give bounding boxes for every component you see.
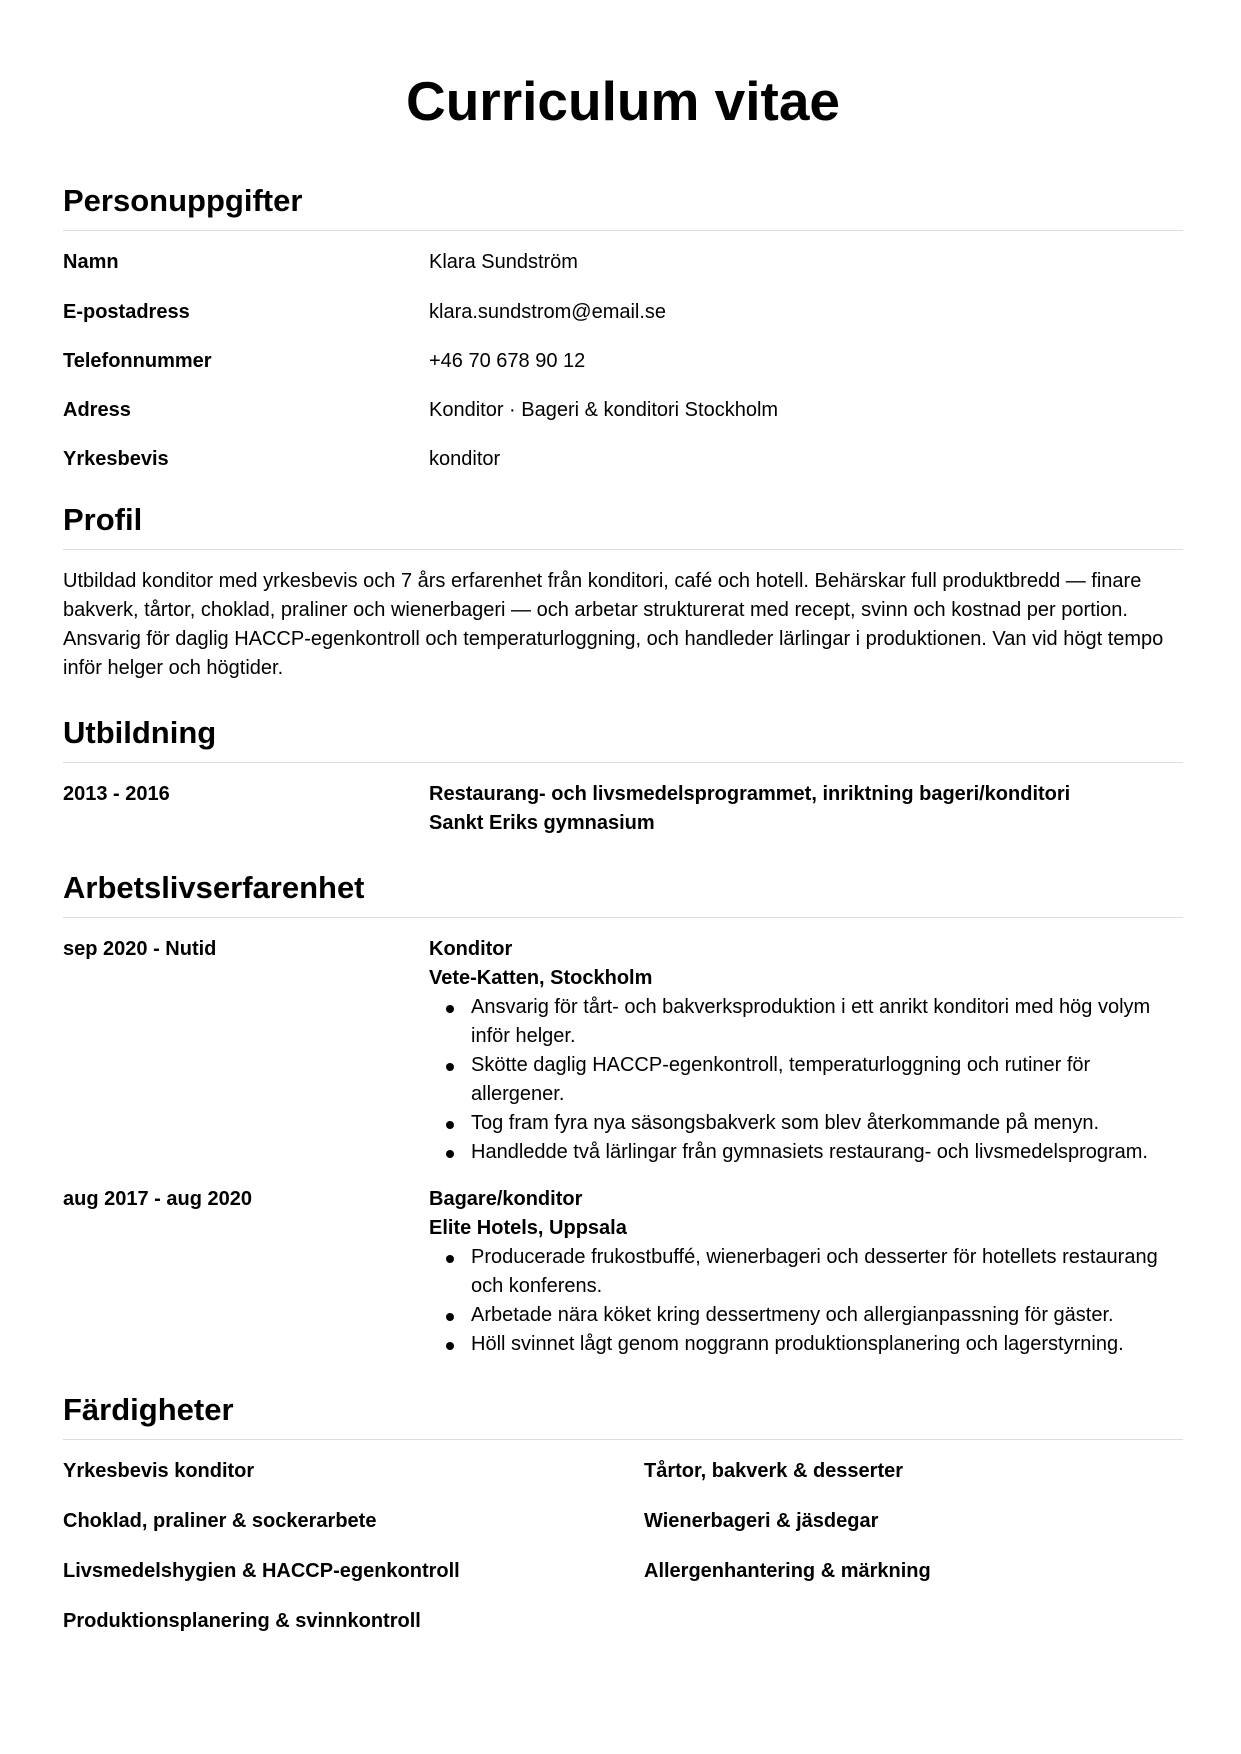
list-item: Höll svinnet lågt genom noggrann produktionsplanering och lagerstyrning. bbox=[471, 1330, 1183, 1359]
document-title: Curriculum vitae bbox=[405, 70, 840, 132]
personal-row-certificate bbox=[63, 445, 1183, 474]
experience-role: Konditor bbox=[429, 938, 513, 960]
skills-grid bbox=[63, 1457, 1183, 1636]
section-skills bbox=[63, 1392, 1183, 1636]
list-item: Arbetade nära köket kring dessertmeny och allergianpassning för gäster. bbox=[471, 1301, 1183, 1330]
personal-label: Namn bbox=[63, 251, 119, 273]
skill-item: Produktionsplanering & svinnkontroll bbox=[63, 1610, 421, 1632]
experience-role: Bagare/konditor bbox=[429, 1188, 583, 1210]
education-entry bbox=[63, 780, 1183, 838]
list-item: Skötte daglig HACCP-egenkontroll, temperaturloggning och rutiner för allergener. bbox=[471, 1051, 1183, 1109]
personal-label: Yrkesbevis bbox=[63, 448, 169, 470]
skill-item: Wienerbageri & jäsdegar bbox=[644, 1510, 879, 1532]
personal-label: Adress bbox=[63, 399, 131, 421]
personal-label: E-postadress bbox=[63, 301, 190, 323]
education-period: 2013 - 2016 bbox=[63, 783, 170, 805]
section-education bbox=[63, 715, 1183, 838]
personal-value: +46 70 678 90 12 bbox=[429, 350, 586, 372]
list-item: Handledde två lärlingar från gymnasiets restaurang- och livsmedelsprogram. bbox=[471, 1138, 1183, 1167]
list-item: Ansvarig för tårt- och bakverksproduktion i ett anrikt konditori med hög volym inför helger. bbox=[471, 993, 1183, 1051]
experience-bullets bbox=[429, 993, 1183, 1167]
skill-item: Choklad, praliner & sockerarbete bbox=[63, 1510, 377, 1532]
section-heading-profile: Profil bbox=[63, 502, 1183, 550]
personal-row-address bbox=[63, 396, 1183, 425]
experience-employer: Vete-Katten, Stockholm bbox=[429, 967, 653, 989]
experience-bullets bbox=[429, 1243, 1183, 1359]
section-heading-personal: Personuppgifter bbox=[63, 183, 1183, 231]
list-item: Producerade frukostbuffé, wienerbageri och desserter för hotellets restaurang och konferens. bbox=[471, 1243, 1183, 1301]
cv-page bbox=[63, 0, 1183, 1636]
personal-label: Telefonnummer bbox=[63, 350, 212, 372]
personal-row-phone bbox=[63, 347, 1183, 376]
skill-item: Allergenhantering & märkning bbox=[644, 1560, 931, 1582]
section-heading-education: Utbildning bbox=[63, 715, 1183, 763]
personal-value: Klara Sundström bbox=[429, 251, 578, 273]
section-heading-skills: Färdigheter bbox=[63, 1392, 1183, 1440]
education-school: Sankt Eriks gymnasium bbox=[429, 812, 655, 834]
section-profile bbox=[63, 502, 1183, 683]
experience-entry bbox=[63, 1185, 1183, 1359]
education-program: Restaurang- och livsmedelsprogrammet, inriktning bageri/konditori bbox=[429, 783, 1071, 805]
experience-details bbox=[429, 935, 1183, 1167]
personal-value: klara.sundstrom@email.se bbox=[429, 301, 667, 323]
experience-period: sep 2020 - Nutid bbox=[63, 938, 217, 960]
experience-employer: Elite Hotels, Uppsala bbox=[429, 1217, 627, 1239]
education-details bbox=[429, 780, 1183, 838]
personal-value: Konditor · Bageri & konditori Stockholm bbox=[429, 399, 779, 421]
personal-value: konditor bbox=[429, 448, 501, 470]
personal-row-name bbox=[63, 248, 1183, 277]
skill-item: Tårtor, bakverk & desserter bbox=[644, 1460, 904, 1482]
skill-item: Livsmedelshygien & HACCP-egenkontroll bbox=[63, 1560, 460, 1582]
section-experience bbox=[63, 870, 1183, 1359]
experience-entry bbox=[63, 935, 1183, 1167]
section-heading-experience: Arbetslivserfarenhet bbox=[63, 870, 1183, 918]
list-item: Tog fram fyra nya säsongsbakverk som blev återkommande på menyn. bbox=[471, 1109, 1183, 1138]
profile-text: Utbildad konditor med yrkesbevis och 7 års erfarenhet från konditori, café och hotell. Behärskar full produktbredd — finare bakverk, tårtor, choklad, praliner och wienerbageri — och arbetar strukturerat med recept, svinn och kostnad per portion. Ansvarig för daglig HACCP-egenkontroll och temperaturloggning, och handleder lärlingar i produktionen. Van vid högt tempo inför helger och högtider. bbox=[63, 570, 1164, 679]
skill-item: Yrkesbevis konditor bbox=[63, 1460, 255, 1482]
experience-details bbox=[429, 1185, 1183, 1359]
personal-row-email bbox=[63, 298, 1183, 327]
section-personal bbox=[63, 183, 1183, 474]
experience-period: aug 2017 - aug 2020 bbox=[63, 1188, 252, 1210]
